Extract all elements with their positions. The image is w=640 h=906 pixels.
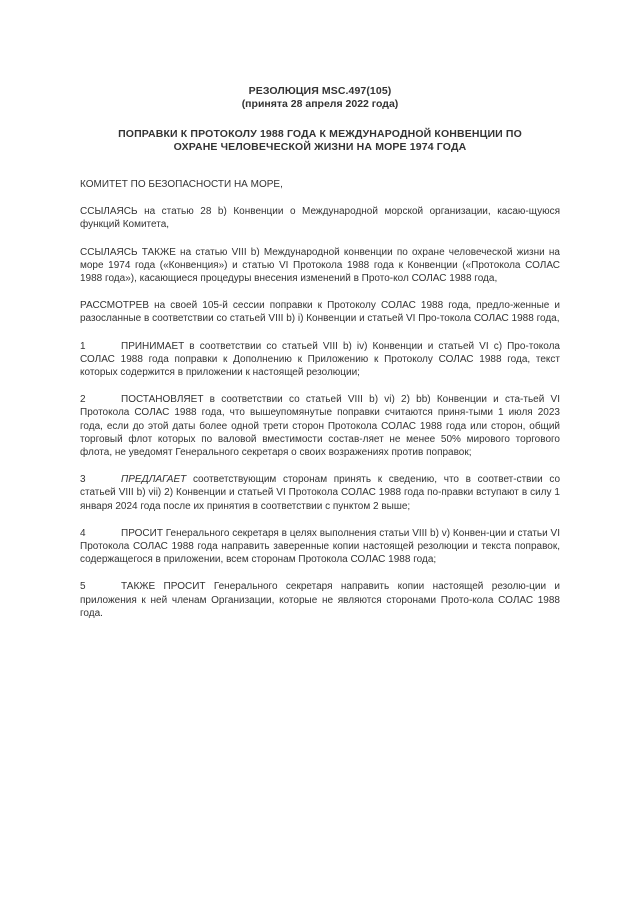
operative-lead-5: ТАКЖЕ ПРОСИТ <box>121 581 206 593</box>
resolution-header <box>80 85 560 111</box>
operative-lead-4: ПРОСИТ <box>121 527 163 539</box>
preamble-text-1: на статью 28 b) Конвенции о Международной морской организации, касаю-щуюся функций Комитета, <box>80 206 560 231</box>
operative-text-3: соответствующим сторонам принять к сведению, что в соответ-ствии со статьей VIII b) vii) 2) Конвенции и статьей VI Протокола СОЛАС 1988 года по-правки вступают в силу 1 января 2024 года после их принятия в соответствии с пунктом 2 выше; <box>80 474 560 512</box>
operative-number-2: 2 <box>80 394 86 406</box>
operative-paragraph-5 <box>80 580 560 620</box>
operative-paragraph-3 <box>80 473 560 513</box>
operative-paragraph-1 <box>80 340 560 380</box>
preamble-text-2: на статью VIII b) Международной конвенции по охране человеческой жизни на море 1974 года («Конвенция») и статью VI Протокола 1988 года к Конвенции («Протокола СОЛАС 1988 года»), касающиеся процедуры внесения изменений в Прото-кол СОЛАС 1988 года, <box>80 246 560 285</box>
operative-paragraph-2 <box>80 393 560 459</box>
preamble-text-3: на своей 105-й сессии поправки к Протоколу СОЛАС 1988 года, предло-женные и разосланные в соответствии со статьей VIII b) i) Конвенции и статьей VI Про-токола СОЛАС 1988 года, <box>80 300 560 325</box>
preamble-lead-3: РАССМОТРЕВ <box>80 300 150 312</box>
preamble-lead-1: ССЫЛАЯСЬ <box>80 206 138 218</box>
operative-text-2: в соответствии со статьей VIII b) vi) 2) bb) Конвенции и ста-тьей VI Протокола СОЛАС 1988 года, что вышеупомянутые поправки считаются приня-тыми 1 июля 2023 года, если до этой даты более одной трети сторон Протокола СОЛАС 1988 года или сторон, общий торговый флот которых по валовой вместимости состав-ляет не менее 50% мирового торгового флота, не уведомят Генерального секретаря о своих возражениях против поправок; <box>80 394 560 459</box>
resolution-number: РЕЗОЛЮЦИЯ MSC.497(105) <box>248 85 392 97</box>
preamble-lead-2: ССЫЛАЯСЬ ТАКЖЕ <box>80 246 176 258</box>
operative-number-3: 3 <box>80 474 86 486</box>
preamble-paragraph-1 <box>80 205 560 231</box>
committee-heading: КОМИТЕТ ПО БЕЗОПАСНОСТИ НА МОРЕ, <box>80 179 283 190</box>
title-line-1: ПОПРАВКИ К ПРОТОКОЛУ 1988 ГОДА К МЕЖДУНАРОДНОЙ КОНВЕНЦИИ ПО <box>118 128 522 140</box>
operative-number-4: 4 <box>80 527 86 539</box>
preamble-paragraph-2 <box>80 246 560 286</box>
operative-lead-3: ПРЕДЛАГАЕТ <box>121 474 187 486</box>
operative-number-1: 1 <box>80 340 86 352</box>
operative-lead-1: ПРИНИМАЕТ <box>121 340 185 352</box>
title-line-2: ОХРАНЕ ЧЕЛОВЕЧЕСКОЙ ЖИЗНИ НА МОРЕ 1974 ГОДА <box>173 141 467 153</box>
adoption-date: (принята 28 апреля 2022 года) <box>241 98 399 110</box>
document-body <box>80 178 560 634</box>
operative-number-5: 5 <box>80 581 86 593</box>
operative-text-1: в соответствии со статьей VIII b) iv) Конвенции и статьей VI c) Про-токола СОЛАС 1988 года поправки к Дополнению к Приложению к Протоколу СОЛАС 1988 года, текст которых содержится в приложении к настоящей резолюции; <box>80 340 560 379</box>
operative-paragraph-4 <box>80 527 560 567</box>
operative-text-5: Генерального секретаря направить копии настоящей резолю-ции и приложения к ней членам Организации, которые не являются сторонами Прото-кола СОЛАС 1988 года. <box>80 581 561 619</box>
preamble-paragraph-3 <box>80 299 560 325</box>
operative-lead-2: ПОСТАНОВЛЯЕТ <box>121 394 204 406</box>
operative-text-4: Генерального секретаря в целях выполнения статьи VIII b) v) Конвен-ции и статьи VI Протокола СОЛАС 1988 года направить заверенные копии настоящей резолюции и текста поправок, содержащегося в приложении, всем сторонам Протокола СОЛАС 1988 года; <box>80 527 560 566</box>
document-title <box>80 128 560 154</box>
